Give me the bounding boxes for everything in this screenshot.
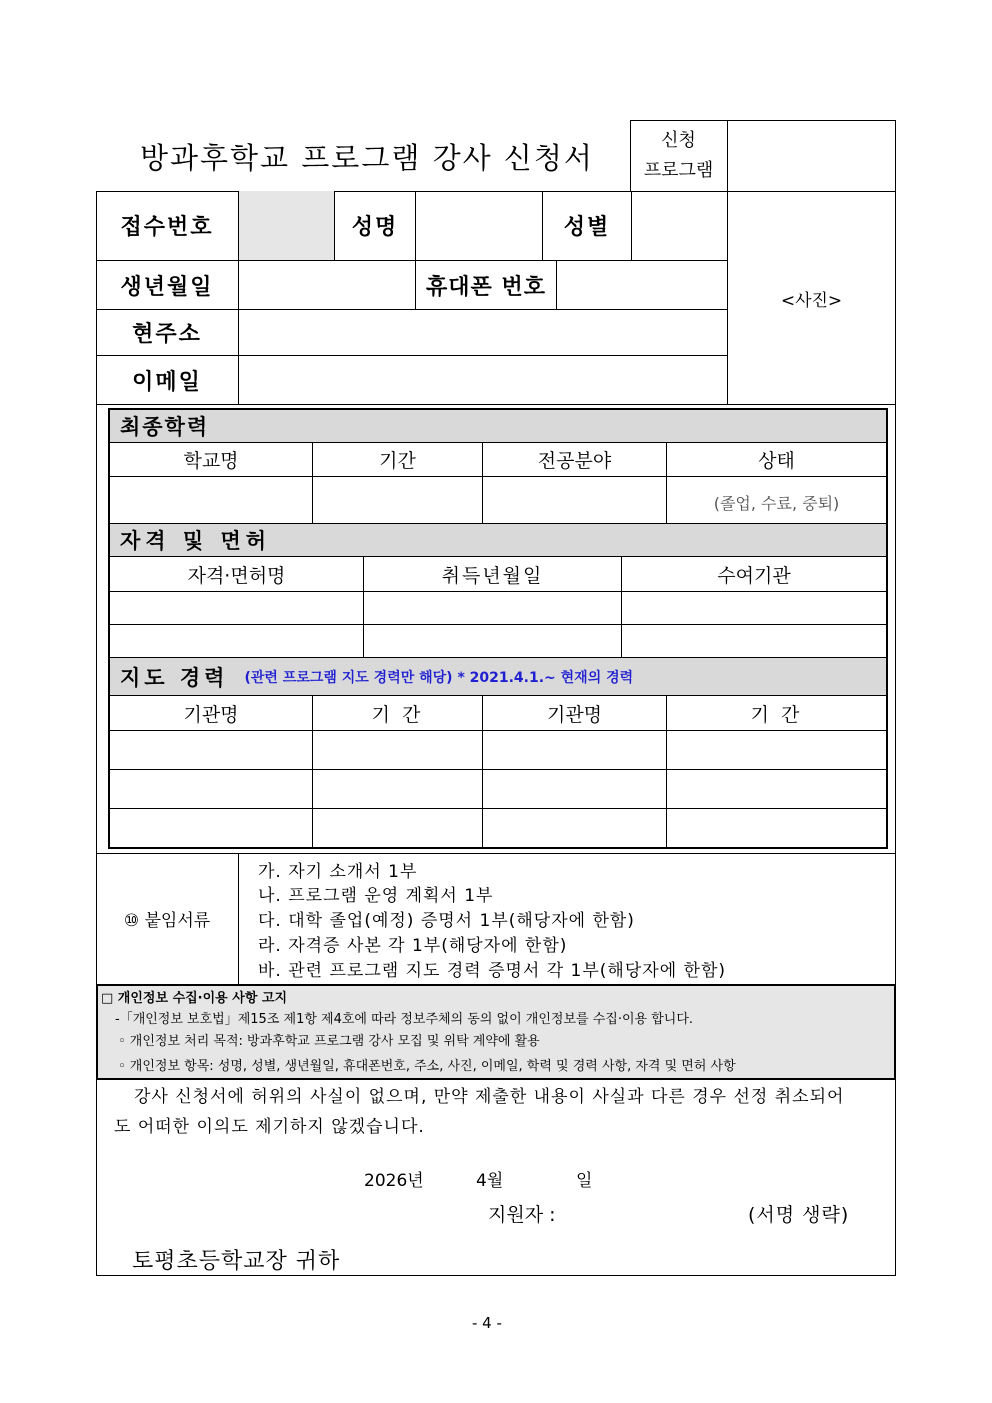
address-label: 현주소 bbox=[96, 310, 239, 356]
license-header bbox=[110, 524, 886, 557]
privacy-line-1: -「개인정보 보호법」제15조 제1항 제4호에 따라 정보주체의 동의 없이 개인정보를 수집·이용 합니다. bbox=[115, 1012, 694, 1027]
attachment-item: 라. 자격증 사본 각 1부(해당자에 한함) bbox=[258, 936, 568, 956]
declaration-line-2: 도 어떠한 이의도 제기하지 않겠습니다. bbox=[114, 1117, 425, 1137]
career-row2-cell4[interactable] bbox=[667, 770, 886, 809]
date-month[interactable]: 4월 bbox=[476, 1171, 504, 1191]
career-note: (관련 프로그램 지도 경력만 해당) * 2021.4.1.~ 현재의 경력 bbox=[244, 669, 634, 686]
career-row3-cell1[interactable] bbox=[110, 809, 313, 847]
career-row1-cell2[interactable] bbox=[313, 731, 483, 770]
edu-period-input[interactable] bbox=[313, 477, 483, 524]
career-row2-cell1[interactable] bbox=[110, 770, 313, 809]
education-header-text: 최종학력 bbox=[120, 415, 210, 439]
lic-col-date: 취득년월일 bbox=[364, 557, 622, 592]
phone-label: 휴대폰 번호 bbox=[416, 261, 557, 310]
address-field[interactable] bbox=[239, 310, 728, 356]
gender-field[interactable] bbox=[632, 191, 728, 261]
personal-bottom-line bbox=[96, 404, 896, 405]
career-row3-cell2[interactable] bbox=[313, 809, 483, 847]
signature-note: (서명 생략) bbox=[748, 1204, 850, 1226]
edu-school-input[interactable] bbox=[110, 477, 313, 524]
gender-label: 성별 bbox=[543, 191, 632, 261]
photo-placeholder[interactable]: <사진> bbox=[780, 290, 843, 311]
program-label-line1: 신청 bbox=[661, 130, 696, 151]
car-col-period1: 기 간 bbox=[313, 696, 483, 731]
car-col-org1: 기관명 bbox=[110, 696, 313, 731]
lic-col-issuer: 수여기관 bbox=[622, 557, 886, 592]
program-label-cell bbox=[630, 120, 728, 192]
career-row3-cell4[interactable] bbox=[667, 809, 886, 847]
car-col-period2: 기 간 bbox=[667, 696, 886, 731]
attachment-item: 바. 관련 프로그램 지도 경력 증명서 각 1부(해당자에 한함) bbox=[258, 961, 726, 981]
birth-label: 생년월일 bbox=[96, 261, 239, 310]
privacy-line-2: ◦ 개인정보 처리 목적: 방과후학교 프로그램 강사 모집 및 위탁 계약에 활용 bbox=[118, 1034, 540, 1049]
name-field[interactable] bbox=[416, 191, 543, 261]
attachments-label: ⑩ 붙임서류 bbox=[96, 853, 239, 984]
edu-col-major: 전공분야 bbox=[483, 443, 667, 477]
attachment-item: 가. 자기 소개서 1부 bbox=[258, 862, 418, 882]
program-label-line2: 프로그램 bbox=[643, 160, 714, 181]
email-label: 이메일 bbox=[96, 356, 239, 404]
career-row2-cell3[interactable] bbox=[483, 770, 667, 809]
career-row2-cell2[interactable] bbox=[313, 770, 483, 809]
privacy-line-3: ◦ 개인정보 항목: 성명, 성별, 생년월일, 휴대폰번호, 주소, 사진, 이메일, 학력 및 경력 사항, 자격 및 면허 사항 bbox=[118, 1059, 736, 1074]
career-row1-cell4[interactable] bbox=[667, 731, 886, 770]
email-field[interactable] bbox=[239, 356, 728, 404]
car-col-org2: 기관명 bbox=[483, 696, 667, 731]
date-day[interactable]: 일 bbox=[576, 1171, 593, 1191]
edu-col-school: 학교명 bbox=[110, 443, 313, 477]
license-header-text: 자격 및 면허 bbox=[120, 529, 272, 553]
page-title: 방과후학교 프로그램 강사 신청서 bbox=[140, 141, 594, 175]
lic-row1-date[interactable] bbox=[364, 592, 622, 625]
edu-col-period: 기간 bbox=[313, 443, 483, 477]
receipt-no-field bbox=[239, 191, 335, 261]
attachment-item: 다. 대학 졸업(예정) 증명서 1부(해당자에 한함) bbox=[258, 911, 635, 931]
privacy-title: □ 개인정보 수집·이용 사항 고지 bbox=[101, 991, 288, 1006]
birth-field[interactable] bbox=[239, 261, 416, 310]
program-input[interactable] bbox=[728, 121, 895, 191]
career-header-text: 지도 경력 bbox=[120, 665, 229, 690]
name-label: 성명 bbox=[335, 191, 416, 261]
career-row1-cell1[interactable] bbox=[110, 731, 313, 770]
edu-col-status: 상태 bbox=[667, 443, 886, 477]
lic-row2-issuer[interactable] bbox=[622, 625, 886, 658]
page-number: - 4 - bbox=[472, 1314, 502, 1332]
date-year: 2026년 bbox=[364, 1171, 424, 1191]
phone-field[interactable] bbox=[557, 261, 728, 310]
lic-col-name: 자격·면허명 bbox=[110, 557, 364, 592]
lic-row2-name[interactable] bbox=[110, 625, 364, 658]
attachment-item: 나. 프로그램 운영 계획서 1부 bbox=[258, 886, 494, 906]
edu-major-input[interactable] bbox=[483, 477, 667, 524]
lic-row2-date[interactable] bbox=[364, 625, 622, 658]
lic-row1-issuer[interactable] bbox=[622, 592, 886, 625]
lic-row1-name[interactable] bbox=[110, 592, 364, 625]
education-header bbox=[110, 410, 886, 443]
career-row1-cell3[interactable] bbox=[483, 731, 667, 770]
edu-status-hint[interactable]: (졸업, 수료, 중퇴) bbox=[667, 477, 886, 524]
career-header bbox=[110, 658, 886, 696]
declaration-line-1: 강사 신청서에 허위의 사실이 없으며, 만약 제출한 내용이 사실과 다른 경우 선정 취소되어 bbox=[134, 1087, 845, 1107]
career-row3-cell3[interactable] bbox=[483, 809, 667, 847]
receipt-no-label: 접수번호 bbox=[96, 191, 239, 261]
addressee: 토평초등학교장 귀하 bbox=[132, 1249, 341, 1274]
applicant-label: 지원자 : bbox=[488, 1204, 556, 1226]
